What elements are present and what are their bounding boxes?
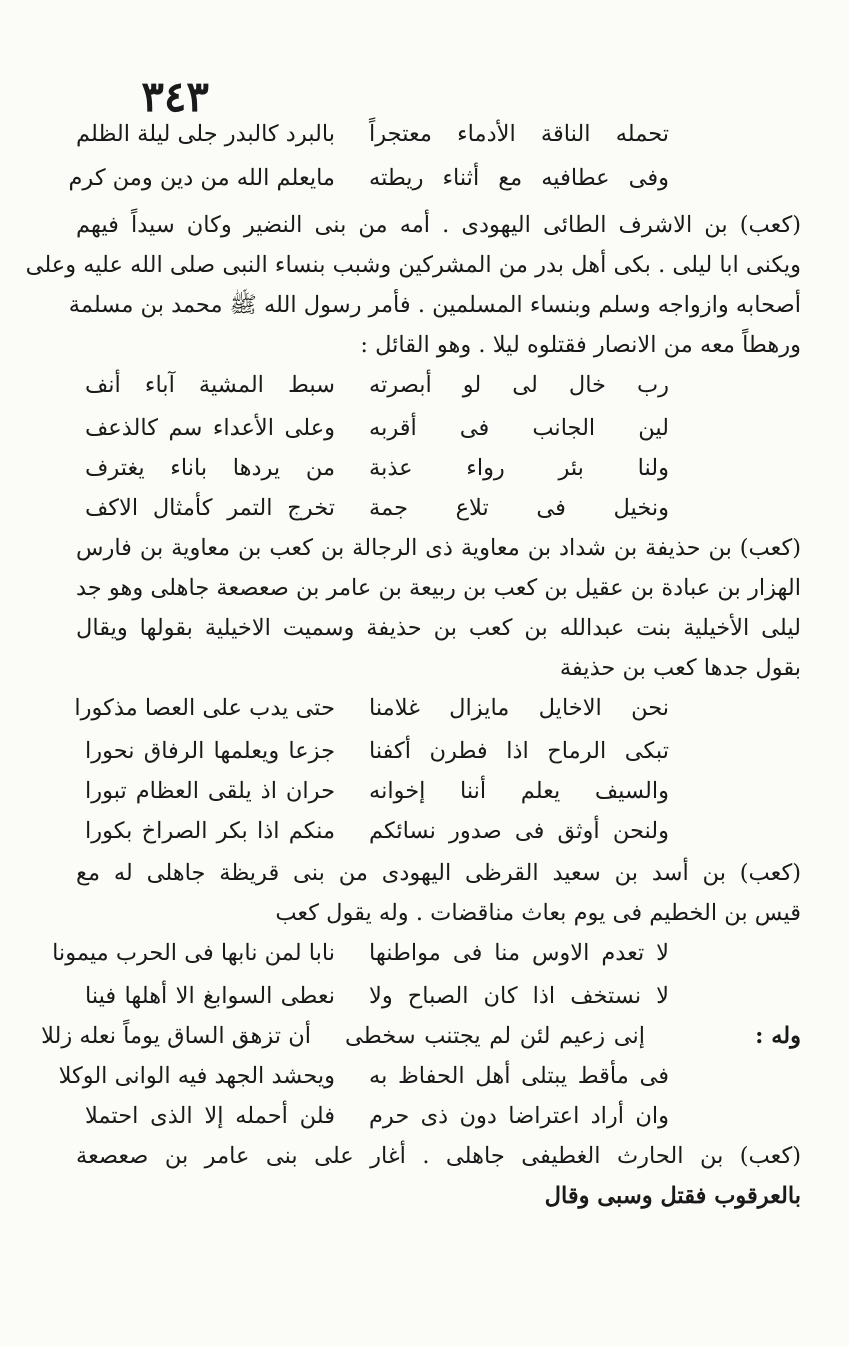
verse-first-hemistich: ولنا بئر رواء عذبة [369, 455, 669, 481]
prose-line: ورهطاً معه من الانصار فقتلوه ليلا . وهو القائل : [360, 332, 801, 358]
verse-line [85, 490, 669, 526]
verse-line [85, 450, 669, 486]
prose-line: (كعب) بن أسد بن سعيد القرظى اليهودى من بنى قريظة جاهلى له مع [76, 860, 801, 886]
verse-line [76, 116, 669, 152]
prose-line: ليلى الأخيلية بنت عبدالله بن كعب بن حذيفة وسميت الاخيلية بقولها ويقال [76, 615, 801, 641]
verse-second-hemistich: جزعا ويعلمها الرفاق نحورا [85, 738, 335, 764]
verse-first-hemistich: رب خال لى لو أبصرته [369, 372, 669, 398]
verse-first-hemistich: لا نستخف اذا كان الصباح ولا [369, 983, 669, 1009]
page-number: ٣٤٣ [141, 72, 209, 121]
verse-second-hemistich: حتى يدب على العصا مذكورا [74, 695, 335, 721]
verse-line [85, 367, 669, 403]
verse-line [41, 1018, 801, 1054]
prose-line: بقول جدها كعب بن حذيفة [559, 655, 801, 681]
verse-line [85, 978, 669, 1014]
verse-second-hemistich: وعلى الأعداء سم كالذعف [85, 415, 335, 441]
verse-line [74, 690, 669, 726]
verse-second-hemistich: سبط المشية آباء أنف [85, 372, 335, 398]
verse-second-hemistich: من يردها باناء يغترف [85, 455, 335, 481]
verse-line [68, 160, 669, 196]
verse-lead: وله : [755, 1023, 801, 1049]
verse-second-hemistich: نابا لمن نابها فى الحرب ميمونا [52, 940, 335, 966]
verse-line [85, 773, 669, 809]
verse-second-hemistich: حران اذ يلقى العظام تبورا [85, 778, 335, 804]
verse-second-hemistich: بالبرد كالبدر جلى ليلة الظلم [76, 121, 335, 147]
prose-line: الهزار بن عبادة بن عقيل بن كعب بن ربيعة بن عامر بن صعصعة جاهلى وهو جد [76, 575, 801, 601]
verse-first-hemistich: ونخيل فى تلاع جمة [369, 495, 669, 521]
verse-second-hemistich: مايعلم الله من دين ومن كرم [68, 165, 335, 191]
prose-line: (كعب) بن حذيفة بن شداد بن معاوية ذى الرجالة بن كعب بن معاوية بن فارس [76, 535, 801, 561]
verse-line [85, 1098, 669, 1134]
verse-second-hemistich: أن تزهق الساق يوماً نعله زللا [41, 1023, 311, 1049]
prose-line: (كعب) بن الاشرف الطائى اليهودى . أمه من بنى النضير وكان سيداً فيهم [76, 212, 801, 238]
verse-line [58, 1058, 669, 1094]
prose-line: قيس بن الخطيم فى يوم بعاث مناقضات . وله يقول كعب [275, 900, 801, 926]
verse-second-hemistich: تخرج التمر كأمثال الاكف [85, 495, 335, 521]
prose-line: أصحابه وازواجه وسلم وبنساء المسلمين . فأمر رسول الله ﷺ محمد بن مسلمة [68, 292, 801, 318]
verse-first-hemistich: ولنحن أوثق فى صدور نسائكم [369, 818, 669, 844]
verse-first-hemistich: وفى عطافيه مع أثناء ريطته [369, 165, 669, 191]
verse-first-hemistich: فى مأقط يبتلى أهل الحفاظ به [369, 1063, 669, 1089]
verse-second-hemistich: ويحشد الجهد فيه الوانى الوكلا [58, 1063, 335, 1089]
verse-line [85, 813, 669, 849]
verse-second-hemistich: منكم اذا بكر الصراخ بكورا [85, 818, 335, 844]
verse-first-hemistich: لين الجانب فى أقربه [369, 415, 669, 441]
verse-first-hemistich: تحمله الناقة الأدماء معتجراً [369, 121, 669, 147]
verse-first-hemistich: نحن الاخايل مايزال غلامنا [369, 695, 669, 721]
verse-line [52, 935, 669, 971]
verse-first-hemistich: وان أراد اعتراضا دون ذى حرم [369, 1103, 669, 1129]
verse-second-hemistich: فلن أحمله إلا الذى احتملا [85, 1103, 335, 1129]
prose-line: ويكنى ابا ليلى . بكى أهل بدر من المشركين وشبب بنساء النبى صلى الله عليه وعلى [25, 252, 801, 278]
verse-second-hemistich: نعطى السوابغ الا أهلها فينا [85, 983, 335, 1009]
verse-first-hemistich: تبكى الرماح اذا فطرن أكفنا [369, 738, 669, 764]
verse-first-hemistich: لا تعدم الاوس منا فى مواطنها [369, 940, 669, 966]
prose-line: (كعب) بن الحارث الغطيفى جاهلى . أغار على بنى عامر بن صعصعة [76, 1143, 801, 1169]
verse-first-hemistich: والسيف يعلم أننا إخوانه [369, 778, 669, 804]
verse-line [85, 410, 669, 446]
verse-first-hemistich: إنى زعيم لئن لم يجتنب سخطى [345, 1023, 645, 1049]
verse-line [85, 733, 669, 769]
prose-line: بالعرقوب فقتل وسبى وقال [544, 1183, 801, 1209]
